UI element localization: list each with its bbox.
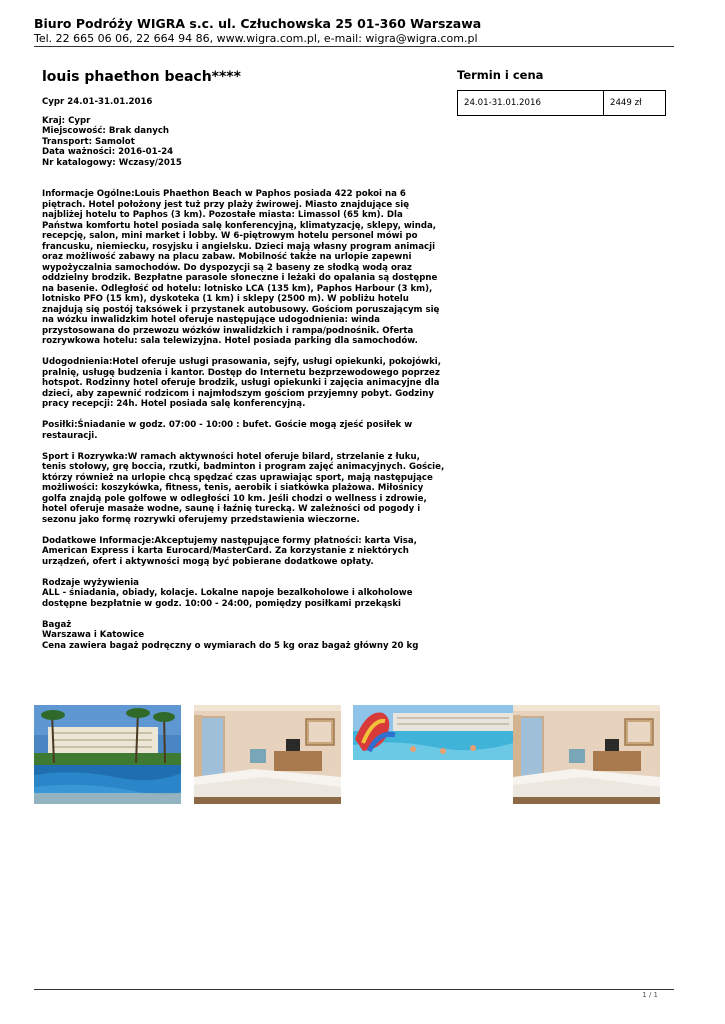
meta-country: Kraj: Cypr [42,115,91,126]
price-row [458,91,666,116]
header-divider [34,46,674,47]
description-line: dostępne bezpłatnie w godz. 10:00 - 24:00, pomiędzy posiłkami przekąski [42,598,401,609]
description-line: przystosowana do przewozu wózków inwalidzkich i rampa/podnośnik. Oferta [42,325,414,336]
description-line: ALL - śniadania, obiady, kolacje. Lokalne napoje bezalkoholowe i alkoholowe [42,588,413,598]
description-line: oraz możliwość zabawy na placu zabaw. Mobilność także na urlopie zapewni [42,252,412,262]
term-price-heading: Termin i cena [457,68,544,82]
description-line: francusku, niemiecku, rosyjsku i angielsku. Dzieci mają własny program animacji [42,241,436,252]
offer-description [42,189,447,651]
photo-hotel-pool [34,705,181,804]
description-line: Państwa komfortu hotel posiada salę konferencyjną, klimatyzację, sklepy, winda, [42,220,437,231]
description-line: hotspot. Rodzinny hotel oferuje brodzik, usługi opiekunki i zajęcia animacyjne dla [42,378,440,388]
hotel-photo-gallery [34,705,660,804]
description-line: Bagaż [42,619,72,630]
description-paragraph [42,189,447,347]
photo-hotel-room [194,705,341,804]
description-line: dzieci, aby zapewnić rodzicom i najmłodszym gościom przyjemny pobyt. Godziny [42,388,434,399]
company-contacts: Tel. 22 665 06 06, 22 664 94 86, www.wigra.com.pl, e-mail: wigra@wigra.com.pl [34,32,478,45]
meta-catalog-number: Nr katalogowy: Wczasy/2015 [42,157,182,168]
offer-title: louis phaethon beach**** [42,69,241,85]
description-line: Posiłki:Śniadanie w godz. 07:00 - 10:00 : bufet. Goście mogą zjeść posiłek w [42,420,413,430]
description-line: urządzeń, ofert i aktywności mogą być pobierane dodatkowe opłaty. [42,556,374,567]
price-table [457,90,666,116]
description-line: hotel oferuje masaże wodne, saunę i łaźnię turecką. W zależności od pogody i [42,504,421,514]
price-date-cell: 24.01-31.01.2016 [458,91,604,116]
description-line: oddzielny brodzik. Bezpłatne parasole słoneczne i leżaki do opalania są dostępne [42,273,438,283]
description-line: sezonu jako formę rozrywki oferujemy przedstawienia wieczorne. [42,514,360,525]
description-paragraph [42,357,447,410]
company-name: Biuro Podróży WIGRA s.c. ul. Człuchowska 25 01-360 Warszawa [34,16,482,31]
description-line: golfa znajdą pole golfowe w odległości 10 km. Jeśli chodzi o wellness i zdrowie, [42,493,427,504]
description-paragraph [42,420,447,441]
description-line: recepcję, salon, mini market i lobby. W 6-piętrowym hotelu personel mówi po [42,231,418,241]
description-line: restauracji. [42,430,98,441]
offer-dates: Cypr 24.01-31.01.2016 [42,97,153,107]
description-paragraph [42,536,447,568]
description-line: na wózku inwalidzkim hotel oferuje następujące udogodnienia: winda [42,315,380,325]
description-line: możliwości: koszykówka, fitness, tenis, aerobik i siatkówka plażowa. Miłośnicy [42,483,424,493]
description-line: Dodatkowe Informacje:Akceptujemy następujące formy płatności: karta Visa, [42,535,417,546]
photo-hotel-room-2 [513,705,660,804]
description-line: Informacje Ogólne:Louis Phaethon Beach w Paphos posiada 422 pokoi na 6 [42,189,406,199]
description-paragraph [42,578,447,610]
offer-meta [42,116,447,169]
description-line: lotnisko PFO (15 km), dyskoteka (1 km) i sklepy (2500 m). W pobliżu hotelu [42,294,409,304]
description-line: Cena zawiera bagaż podręczny o wymiarach do 5 kg oraz bagaż główny 20 kg [42,640,419,651]
description-line: znajdują się postój taksówek i przystanek autobusowy. Gościom poruszającym się [42,304,440,315]
document-header [34,16,674,46]
meta-transport: Transport: Samolot [42,136,135,147]
offer-details [42,68,447,662]
description-line: Rodzaje wyżywienia [42,577,139,588]
description-paragraph [42,620,447,652]
meta-location: Miejscowość: Brak danych [42,126,170,136]
description-line: pralnię, usługę budzenia i kantor. Dostęp do Internetu bezprzewodowego poprzez [42,367,440,378]
price-amount-cell: 2449 zł [604,91,666,116]
description-line: Warszawa i Katowice [42,630,145,640]
footer-divider [34,989,674,990]
description-line: tenis stołowy, grę boccia, rzutki, badminton i program zajęć animacyjnych. Goście, [42,462,445,472]
photo-water-park [353,705,513,760]
description-line: pracy recepcji: 24h. Hotel posiada salę konferencyjną. [42,399,306,409]
description-line: Udogodnienia:Hotel oferuje usługi prasowania, sejfy, usługi opiekunki, pokojówki, [42,357,441,367]
description-line: Sport i Rozrywka:W ramach aktywności hotel oferuje bilard, strzelanie z łuku, [42,451,420,462]
description-line: którzy również na urlopie chcą spędzać czas uprawiając sport, mają następujące [42,472,433,483]
description-line: wypożyczalnia samochodów. Do dyspozycji są 2 baseny ze słodką wodą oraz [42,262,412,273]
description-line: najbliżej hotelu to Paphos (3 km). Pozostałe miasta: Limassol (65 km). Dla [42,210,403,220]
meta-valid-date: Data ważności: 2016-01-24 [42,147,174,157]
description-line: piętrach. Hotel położony jest tuż przy plaży żwirowej. Miasto znajdujące się [42,199,410,210]
page-number: 1 / 1 [642,991,658,999]
description-line: rozrywkowa hotelu: sala telewizyjna. Hotel posiada parking dla samochodów. [42,336,418,346]
description-paragraph [42,452,447,526]
description-line: American Express i karta Eurocard/MasterCard. Za korzystanie z niektórych [42,546,409,556]
description-line: na basenie. Odległość od hotelu: lotnisko LCA (135 km), Paphos Harbour (3 km), [42,283,433,294]
term-and-price-section [457,68,666,116]
